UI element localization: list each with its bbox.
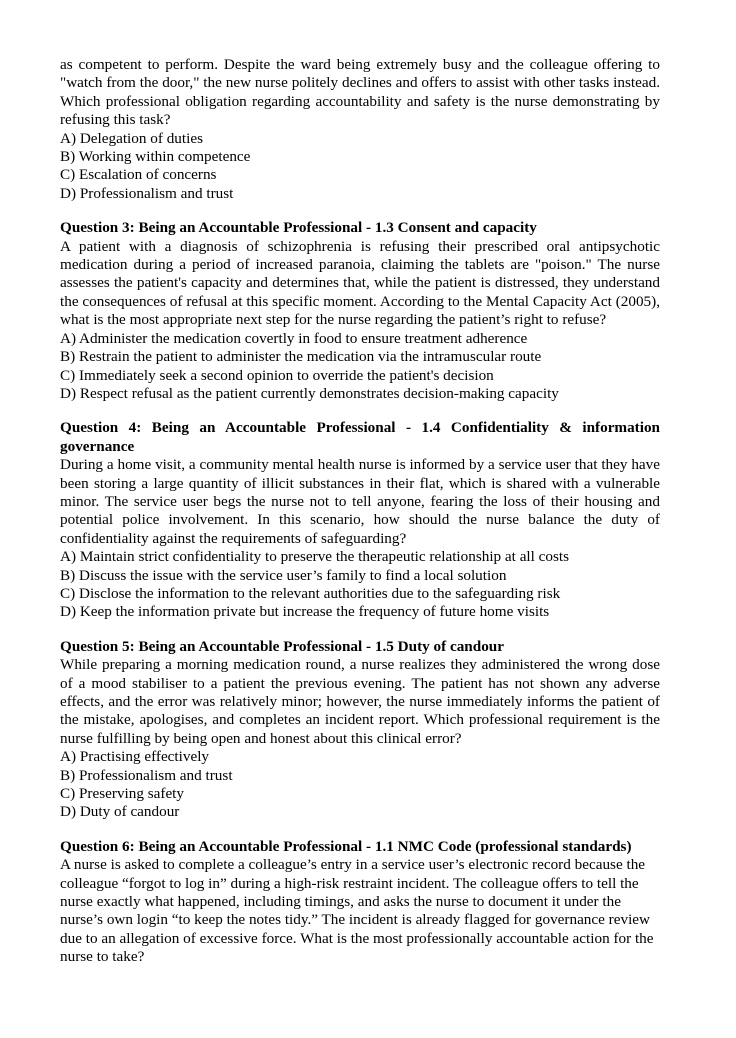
question-4 xyxy=(60,419,660,621)
option-c: C) Escalation of concerns xyxy=(60,166,217,184)
question-text: While preparing a morning medication round, a nurse realizes they administered the wrong dose of a mood stabiliser to a patient the previous evening. The patient has not shown any adverse effects, and the error was relatively minor; however, the nurse immediately informs the patient of the mistake, apologises, and completes an incident report. Which professional requirement is the nurse fulfilling by being open and honest about this clinical error? xyxy=(60,656,660,747)
option-a: A) Maintain strict confidentiality to preserve the therapeutic relationship at all costs xyxy=(60,548,570,566)
question-text: A nurse is asked to complete a colleague’s entry in a service user’s electronic record because the colleague “forgot to log in” during a high-risk restraint incident. The colleague offers to tell the nurse exactly what happened, including timings, and asks the nurse to document it under the nurse’s own login “to keep the notes tidy.” The incident is already flagged for governance review due to an allegation of excessive force. What is the most professionally accountable action for the nurse to take? xyxy=(60,856,654,966)
option-a: A) Delegation of duties xyxy=(60,129,203,147)
option-d: D) Duty of candour xyxy=(60,803,180,821)
question-5 xyxy=(60,638,660,822)
option-c: C) Immediately seek a second opinion to override the patient's decision xyxy=(60,366,494,384)
option-a: A) Practising effectively xyxy=(60,748,210,766)
option-a: A) Administer the medication covertly in food to ensure treatment adherence xyxy=(60,329,528,347)
option-d: D) Keep the information private but increase the frequency of future home visits xyxy=(60,603,550,621)
question-2-continuation xyxy=(60,56,660,203)
option-d: D) Respect refusal as the patient currently demonstrates decision-making capacity xyxy=(60,384,559,402)
option-d: D) Professionalism and trust xyxy=(60,184,234,202)
question-text: as competent to perform. Despite the ward being extremely busy and the colleague offering to "watch from the door," the new nurse politely declines and offers to assist with other tasks instead. Which professional obligation regarding accountability and safety is the nurse demonstrating by refusing this task? xyxy=(60,56,660,129)
question-title: Question 5: Being an Accountable Professional - 1.5 Duty of candour xyxy=(60,637,504,655)
option-b: B) Restrain the patient to administer the medication via the intramuscular route xyxy=(60,348,542,366)
question-title: Question 4: Being an Accountable Professional - 1.4 Confidentiality & information governance xyxy=(60,419,660,455)
option-b: B) Working within competence xyxy=(60,148,251,166)
question-text: A patient with a diagnosis of schizophrenia is refusing their prescribed oral antipsychotic medication during a period of increased paranoia, claiming the tablets are "poison." The nurse assesses the patient's capacity and determines that, while the patient is distressed, they understand the consequences of refusal at this specific moment. According to the Mental Capacity Act (2005), what is the most appropriate next step for the nurse regarding the patient’s right to refuse? xyxy=(60,237,660,329)
question-6 xyxy=(60,838,660,967)
option-c: C) Disclose the information to the relevant authorities due to the safeguarding risk xyxy=(60,584,561,602)
question-title: Question 6: Being an Accountable Professional - 1.1 NMC Code (professional standards) xyxy=(60,837,632,855)
option-c: C) Preserving safety xyxy=(60,785,184,803)
option-b: B) Discuss the issue with the service user’s family to find a local solution xyxy=(60,566,507,584)
option-b: B) Professionalism and trust xyxy=(60,766,233,784)
question-3 xyxy=(60,219,660,403)
question-title: Question 3: Being an Accountable Professional - 1.3 Consent and capacity xyxy=(60,219,537,237)
question-text: During a home visit, a community mental health nurse is informed by a service user that they have been storing a large quantity of illicit substances in their flat, which is shared with a vulnerable minor. The service user begs the nurse not to tell anyone, fearing the loss of their housing and potential police involvement. In this scenario, how should the nurse balance the duty of confidentiality against the requirements of safeguarding? xyxy=(60,456,660,547)
